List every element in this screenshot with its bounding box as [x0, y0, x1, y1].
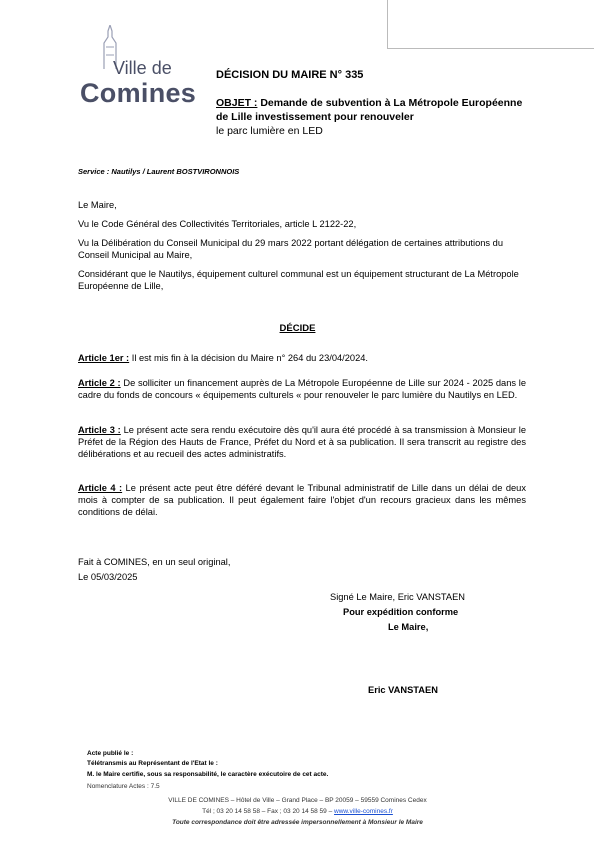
vu-deliberation: Vu la Délibération du Conseil Municipal du 29 mars 2022 portant délégation de certaines attributions du Conseil Municipal au Maire,	[78, 238, 503, 260]
website-link[interactable]: www.ville-comines.fr	[334, 808, 393, 815]
considerant: Considérant que le Nautilys, équipement culturel communal est un équipement structurant de La Métropole Européenne de Lille,	[78, 269, 519, 291]
fait-a: Fait à COMINES, en un seul original,	[78, 557, 231, 567]
decide-heading: DÉCIDE	[279, 323, 316, 334]
article-2-text: De solliciter un financement auprès de La Métropole Européenne de Lille sur 2024 - 2025 dans le cadre du fonds de concours « équipements culturels « pour renouveler le parc lumière du Nautilys en LED.	[78, 378, 526, 400]
footer-address: VILLE DE COMINES – Hôtel de Ville – Grand Place – BP 20059 – 59559 Comines Cedex	[168, 797, 427, 804]
service-line: Service : Nautilys / Laurent BOSTVIRONNOIS	[78, 167, 240, 176]
logo-comines-text: Comines	[80, 78, 197, 108]
teletransmis: Télétransmis au Représentant de l'Etat le :	[87, 760, 218, 767]
article-4-text: Le présent acte peut être déféré devant le Tribunal administratif de Lille dans un délai de deux mois à compter de sa publication. Il peut également faire l'objet d'un recours gracieux dans les mêmes conditions de délai.	[78, 483, 527, 517]
certification: M. le Maire certifie, sous sa responsabilité, le caractère exécutoire de cet acte.	[87, 771, 329, 778]
footer-correspondance: Toute correspondance doit être adressée impersonnellement à Monsieur le Maire	[172, 819, 423, 826]
objet-text-last: le parc lumière en LED	[216, 125, 323, 137]
article-4-label: Article 4 :	[78, 483, 123, 493]
decision-title: DÉCISION DU MAIRE N° 335	[216, 69, 364, 81]
le-maire-label: Le Maire,	[388, 622, 429, 632]
vu-code: Vu le Code Général des Collectivités Territoriales, article L 2122-22,	[78, 219, 357, 229]
signatory-name: Eric VANSTAEN	[368, 685, 438, 695]
greeting: Le Maire,	[78, 200, 117, 210]
article-4	[78, 482, 526, 518]
stamp-box	[387, 0, 594, 49]
objet-block	[216, 96, 526, 138]
article-2	[78, 377, 526, 401]
pour-expedition: Pour expédition conforme	[343, 607, 459, 617]
acte-publie: Acte publié le :	[87, 750, 134, 757]
nomenclature: Nomenclature Actes : 7.5	[87, 783, 160, 790]
objet-text: Demande de subvention à La Métropole Européenne de Lille investissement pour renouveler	[216, 97, 523, 123]
article-3-label: Article 3 :	[78, 425, 121, 435]
signe-le-maire: Signé Le Maire, Eric VANSTAEN	[330, 592, 466, 602]
objet-label: OBJET :	[216, 97, 258, 109]
footer-contact	[0, 808, 595, 815]
article-2-label: Article 2 :	[78, 378, 121, 388]
article-1	[78, 352, 526, 364]
signature-date: Le 05/03/2025	[78, 572, 138, 582]
logo-ville-text: Ville de	[113, 58, 172, 78]
article-1-label: Article 1er :	[78, 353, 130, 363]
article-3	[78, 424, 526, 460]
footer-tel: Tél ; 03 20 14 58 58 – Fax ; 03 20 14 58 59 –	[202, 808, 335, 815]
article-3-text: Le présent acte sera rendu exécutoire dès qu'il aura été procédé à sa transmission à Monsieur le Préfet de la Région des Hauts de France, Préfet du Nord et à sa publication. Il sera transcrit au registre des délibérations et au recueil des actes administratifs.	[78, 425, 526, 459]
article-1-text: Il est mis fin à la décision du Maire n° 264 du 23/04/2024.	[129, 353, 369, 363]
